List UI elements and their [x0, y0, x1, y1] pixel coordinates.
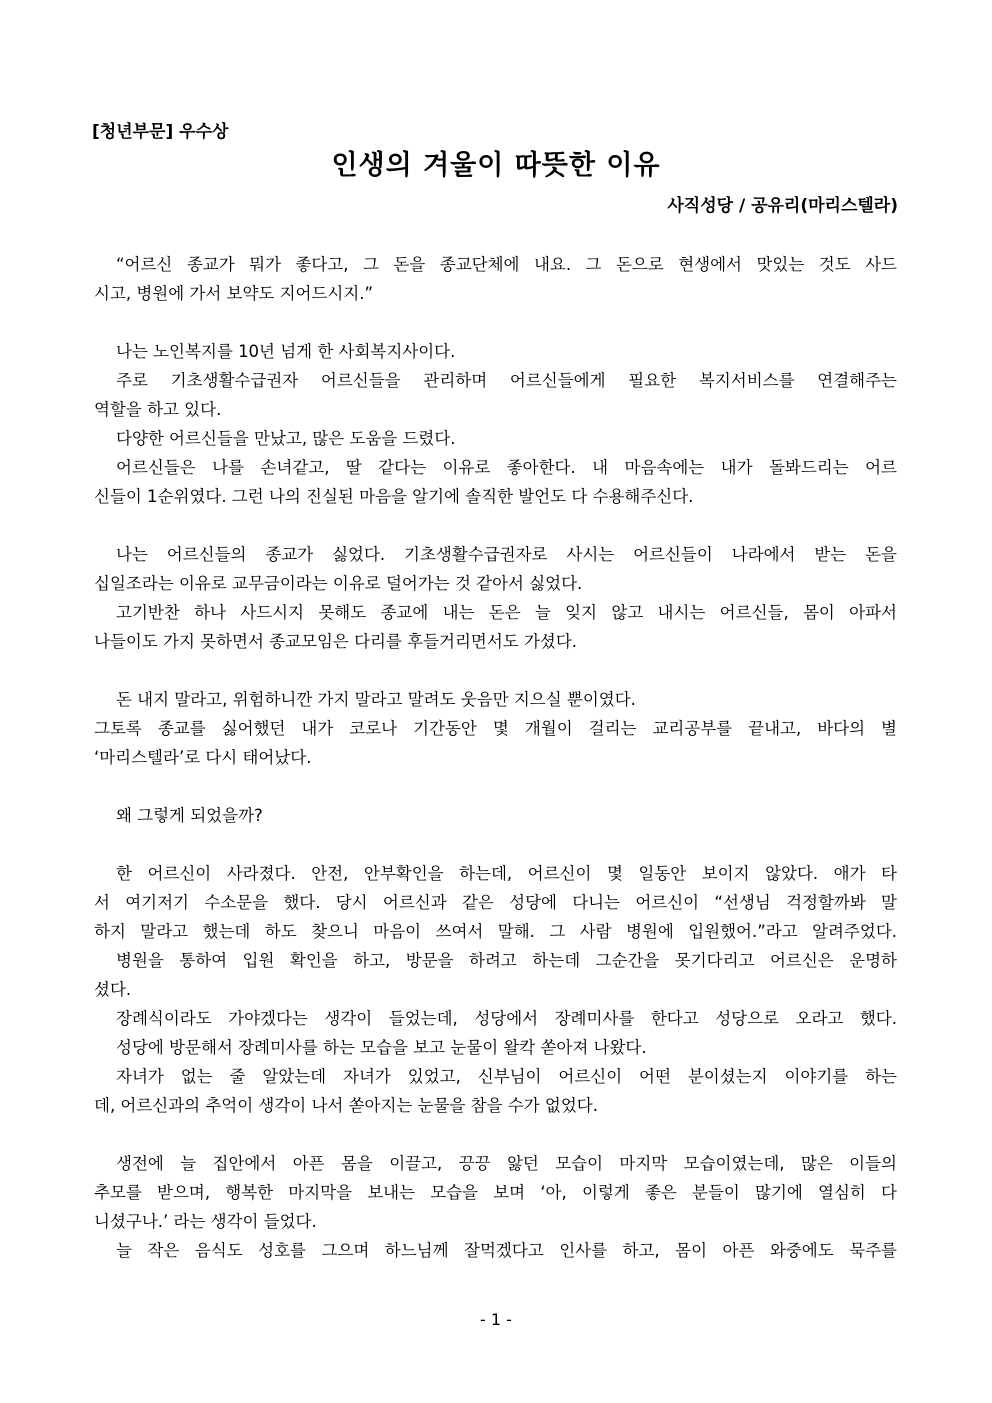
- text-line: 늘 작은 음식도 성호를 그으며 하느님께 잘먹겠다고 인사를 하고, 몸이 아픈 와중에도 묵주를: [116, 1241, 897, 1260]
- text-line: 하지 말라고 했는데 하도 찾으니 마음이 쓰여서 말해. 그 사람 병원에 입원했어.”라고 알려주었다.: [94, 922, 897, 941]
- paragraph: [94, 250, 897, 308]
- document-title: 인생의 겨울이 따뜻한 이유: [331, 150, 661, 181]
- text-line: 나는 노인복지를 10년 넘게 한 사회복지사이다.: [116, 342, 456, 361]
- paragraph: [94, 540, 897, 656]
- text-line: 니셨구나.’ 라는 생각이 들었다.: [94, 1212, 317, 1231]
- text-line: 생전에 늘 집안에서 아픈 몸을 이끌고, 끙끙 앓던 모습이 마지막 모습이였는데, 많은 이들의: [116, 1154, 897, 1173]
- paragraph: [94, 1149, 897, 1265]
- text-line: 병원을 통하여 입원 확인을 하고, 방문을 하려고 하는데 그순간을 못기다리고 어르신은 운명하: [116, 951, 897, 970]
- essay-body: [94, 250, 897, 1265]
- paragraph: [94, 685, 897, 772]
- text-line: 왜 그렇게 되었을까?: [116, 806, 263, 825]
- text-line: 장례식이라도 가야겠다는 생각이 들었는데, 성당에서 장례미사를 한다고 성당으로 오라고 했다.: [116, 1009, 897, 1028]
- text-line: 고기반찬 하나 사드시지 못해도 종교에 내는 돈은 늘 잊지 않고 내시는 어르신들, 몸이 아파서: [116, 603, 897, 622]
- text-line: 주로 기초생활수급권자 어르신들을 관리하며 어르신들에게 필요한 복지서비스를 연결해주는: [116, 371, 897, 390]
- page-number: - 1 -: [480, 1310, 512, 1329]
- text-line: 돈 내지 말라고, 위험하니깐 가지 말라고 말려도 웃음만 지으실 뿐이였다.: [116, 690, 636, 709]
- paragraph: [94, 859, 897, 1120]
- text-line: 어르신들은 나를 손녀같고, 딸 같다는 이유로 좋아한다. 내 마음속에는 내가 돌봐드리는 어르: [116, 458, 897, 477]
- text-line: 신들이 1순위였다. 그런 나의 진실된 마음을 알기에 솔직한 발언도 다 수용해주신다.: [94, 487, 694, 506]
- text-line: 서 여기저기 수소문을 했다. 당시 어르신과 같은 성당에 다니는 어르신이 “선생님 걱정할까봐 말: [94, 893, 897, 912]
- text-line: 데, 어르신과의 추억이 생각이 나서 쏟아지는 눈물을 참을 수가 없었다.: [94, 1096, 598, 1115]
- text-line: 다양한 어르신들을 만났고, 많은 도움을 드렸다.: [116, 429, 456, 448]
- text-line: 나는 어르신들의 종교가 싫었다. 기초생활수급권자로 사시는 어르신들이 나라에서 받는 돈을: [116, 545, 897, 564]
- text-line: 십일조라는 이유로 교무금이라는 이유로 덜어가는 것 같아서 싫었다.: [94, 574, 583, 593]
- author-line: 사직성당 / 공유리(마리스텔라): [667, 196, 898, 216]
- paragraph: [94, 801, 897, 830]
- award-category: [청년부문] 우수상: [92, 122, 229, 142]
- text-line: 한 어르신이 사라졌다. 안전, 안부확인을 하는데, 어르신이 몇 일동안 보이지 않았다. 애가 타: [116, 864, 897, 883]
- text-line: 추모를 받으며, 행복한 마지막을 보내는 모습을 보며 ‘아, 이렇게 좋은 분들이 많기에 열심히 다: [94, 1183, 897, 1202]
- text-line: 자녀가 없는 줄 알았는데 자녀가 있었고, 신부님이 어르신이 어떤 분이셨는지 이야기를 하는: [116, 1067, 897, 1086]
- text-line: ‘마리스텔라’로 다시 태어났다.: [94, 748, 312, 767]
- text-line: 그토록 종교를 싫어했던 내가 코로나 기간동안 몇 개월이 걸리는 교리공부를 끝내고, 바다의 별: [94, 719, 897, 738]
- text-line: 성당에 방문해서 장례미사를 하는 모습을 보고 눈물이 왈칵 쏟아져 나왔다.: [116, 1038, 647, 1057]
- text-line: “어르신 종교가 뭐가 좋다고, 그 돈을 종교단체에 내요. 그 돈으로 현생에서 맛있는 것도 사드: [116, 255, 897, 274]
- paragraph: [94, 337, 897, 511]
- text-line: 셨다.: [94, 980, 132, 999]
- text-line: 역할을 하고 있다.: [94, 400, 222, 419]
- text-line: 나들이도 가지 못하면서 종교모임은 다리를 후들거리면서도 가셨다.: [94, 632, 578, 651]
- text-line: 시고, 병원에 가서 보약도 지어드시지.”: [94, 284, 374, 303]
